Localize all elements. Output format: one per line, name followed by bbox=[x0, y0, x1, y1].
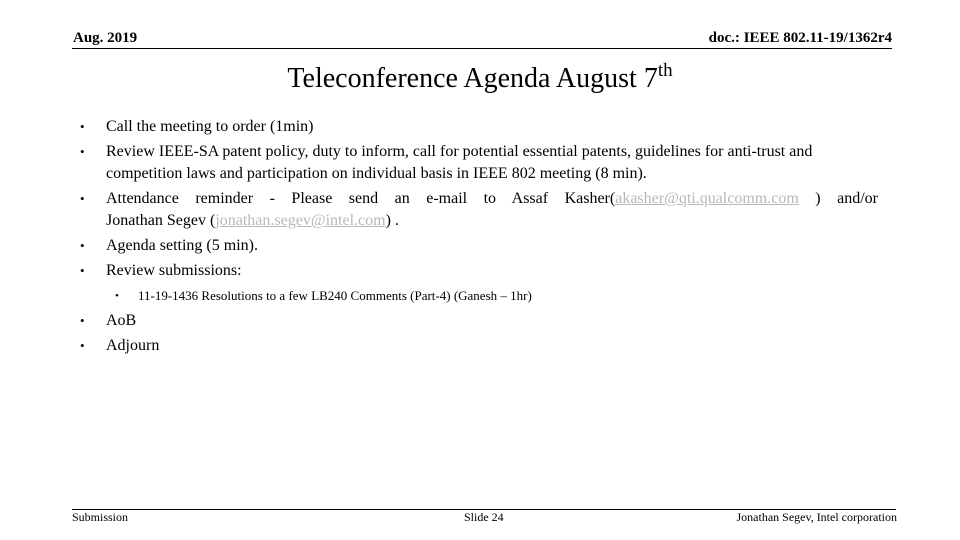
agenda-item-agenda-setting bbox=[78, 235, 878, 257]
agenda-list bbox=[78, 116, 878, 360]
footer-submission: Submission bbox=[72, 510, 129, 524]
bullet-icon: • bbox=[80, 119, 85, 134]
slide-title bbox=[0, 60, 960, 95]
bullet-icon: • bbox=[80, 191, 85, 206]
email-link-jonathan[interactable]: jonathan.segev@intel.com bbox=[215, 212, 386, 229]
agenda-item-call-to-order bbox=[78, 116, 878, 138]
slide-title-text: Teleconference Agenda August 7 bbox=[287, 63, 658, 94]
bullet-icon: • bbox=[80, 238, 85, 253]
header-divider bbox=[72, 48, 892, 49]
bullet-icon: • bbox=[80, 144, 85, 159]
agenda-item-text: Adjourn bbox=[106, 337, 160, 354]
agenda-item-text: ) and/or bbox=[798, 190, 878, 207]
footer-author: Jonathan Segev, Intel corporation bbox=[736, 510, 897, 524]
bullet-icon: • bbox=[115, 290, 119, 302]
submission-item bbox=[78, 286, 878, 306]
agenda-item-aob bbox=[78, 310, 878, 332]
agenda-item-text: Review IEEE-SA patent policy, duty to inform, call for potential essential patents, guidelines for anti-trust and competition laws and participation on individual basis in IEEE 802 meeting (8 min). bbox=[106, 143, 813, 182]
agenda-item-text: AoB bbox=[106, 312, 137, 329]
email-link-assaf[interactable]: akasher@qti.qualcomm.com bbox=[615, 190, 799, 207]
agenda-item-review-submissions bbox=[78, 260, 878, 282]
agenda-item-adjourn bbox=[78, 335, 878, 357]
bullet-icon: • bbox=[80, 263, 85, 278]
agenda-item-text: Agenda setting (5 min). bbox=[106, 237, 258, 254]
bullet-icon: • bbox=[80, 313, 85, 328]
submission-item-text: 11-19-1436 Resolutions to a few LB240 Comments (Part-4) (Ganesh – 1hr) bbox=[138, 288, 532, 303]
agenda-item-attendance bbox=[78, 188, 878, 232]
bullet-icon: • bbox=[80, 338, 85, 353]
header-doc-number: doc.: IEEE 802.11-19/1362r4 bbox=[708, 30, 892, 46]
header-date: Aug. 2019 bbox=[73, 30, 138, 46]
footer-slide-number: Slide 24 bbox=[464, 510, 504, 524]
agenda-item-text: Jonathan Segev ( bbox=[106, 212, 216, 229]
slide-title-superscript: th bbox=[657, 60, 673, 81]
agenda-item-line2 bbox=[106, 210, 878, 232]
agenda-item-text: Call the meeting to order (1min) bbox=[106, 118, 314, 135]
agenda-item-text: Review submissions: bbox=[106, 262, 242, 279]
agenda-item-patent-policy bbox=[78, 141, 878, 185]
agenda-item-text: ) . bbox=[385, 212, 399, 229]
agenda-item-text: Attendance reminder - Please send an e-mail to Assaf Kasher( bbox=[106, 190, 616, 207]
